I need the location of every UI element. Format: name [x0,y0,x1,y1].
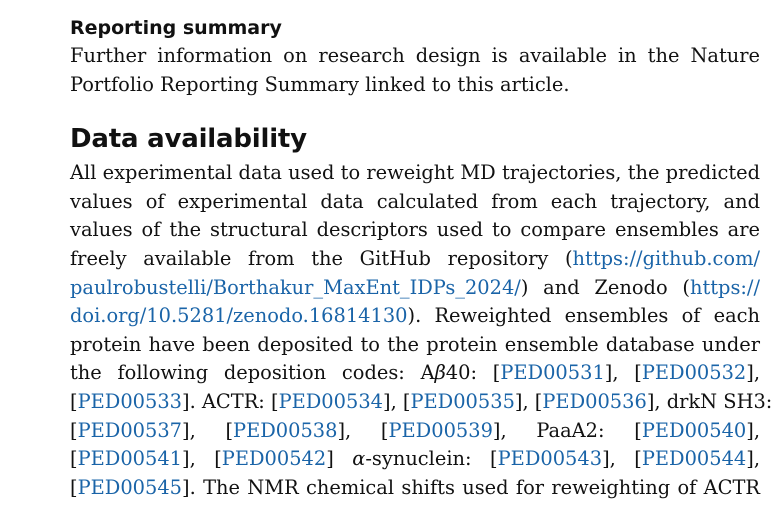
ped-link[interactable]: PED00539 [388,418,493,442]
reporting-summary-paragraph [70,42,760,99]
da-line-12: [PED00545]. The NMR chemical shifts used for reweighting of ACTR [70,475,760,499]
ped-link[interactable]: PED00538 [233,418,338,442]
ped-link[interactable]: PED00542 [221,447,327,471]
da-line-4: freely available from the GitHub repository (https://github.com/ [70,246,760,270]
ped-link[interactable]: PED00532 [641,361,747,385]
zenodo-link-continued[interactable]: doi.org/10.5281/zenodo.16814130 [70,304,408,328]
reporting-summary-heading: Reporting summary [70,17,282,39]
da-line-1: All experimental data used to reweight MD trajectories, the predicted [70,161,760,185]
da-line-7: protein have been deposited to the protein ensemble database under [70,332,760,356]
reporting-line-1: Further information on research design is available in the Nature [70,44,760,67]
ped-link[interactable]: PED00535 [410,389,515,413]
da-line-9: [PED00533]. ACTR: [PED00534], [PED00535], [PED00536], drkN SH3: [70,389,773,413]
zenodo-link[interactable]: https:// [689,275,760,299]
ped-link[interactable]: PED00536 [542,389,647,413]
data-availability-paragraph [70,159,773,502]
reporting-line-2: Portfolio Reporting Summary linked to this article. [70,72,570,96]
ped-link[interactable]: PED00531 [500,361,605,385]
data-availability-heading: Data availability [70,124,307,155]
da-line-11: [PED00541], [PED00542] α-synuclein: [PED00543], [PED00544], [70,447,760,471]
github-link[interactable]: https://github.com/ [572,246,760,270]
da-line-8: the following deposition codes: Aβ40: [PED00531], [PED00532], [70,361,760,385]
beta-symbol: β [434,361,446,385]
da-line-6: doi.org/10.5281/zenodo.16814130). Reweighted ensembles of each [70,304,760,328]
ped-link[interactable]: PED00541 [77,447,183,471]
article-page [70,14,773,502]
da-line-3: values of the structural descriptors used to compare ensembles are [70,218,760,242]
da-line-2: values of experimental data calculated from each trajectory, and [70,189,760,213]
ped-link[interactable]: PED00534 [278,389,383,413]
ped-link[interactable]: PED00544 [641,447,747,471]
ped-link[interactable]: PED00533 [77,389,183,413]
alpha-symbol: α [352,447,366,471]
ped-link[interactable]: PED00543 [497,447,603,471]
ped-link[interactable]: PED00540 [641,418,747,442]
ped-link[interactable]: PED00537 [77,418,183,442]
da-line-10: [PED00537], [PED00538], [PED00539], PaaA2: [PED00540], [70,418,760,442]
github-link-continued[interactable]: paulrobustelli/Borthakur_MaxEnt_IDPs_2024/ [70,275,521,299]
ped-link[interactable]: PED00545 [77,475,183,499]
da-line-5: paulrobustelli/Borthakur_MaxEnt_IDPs_2024/) and Zenodo (https:// [70,275,760,299]
